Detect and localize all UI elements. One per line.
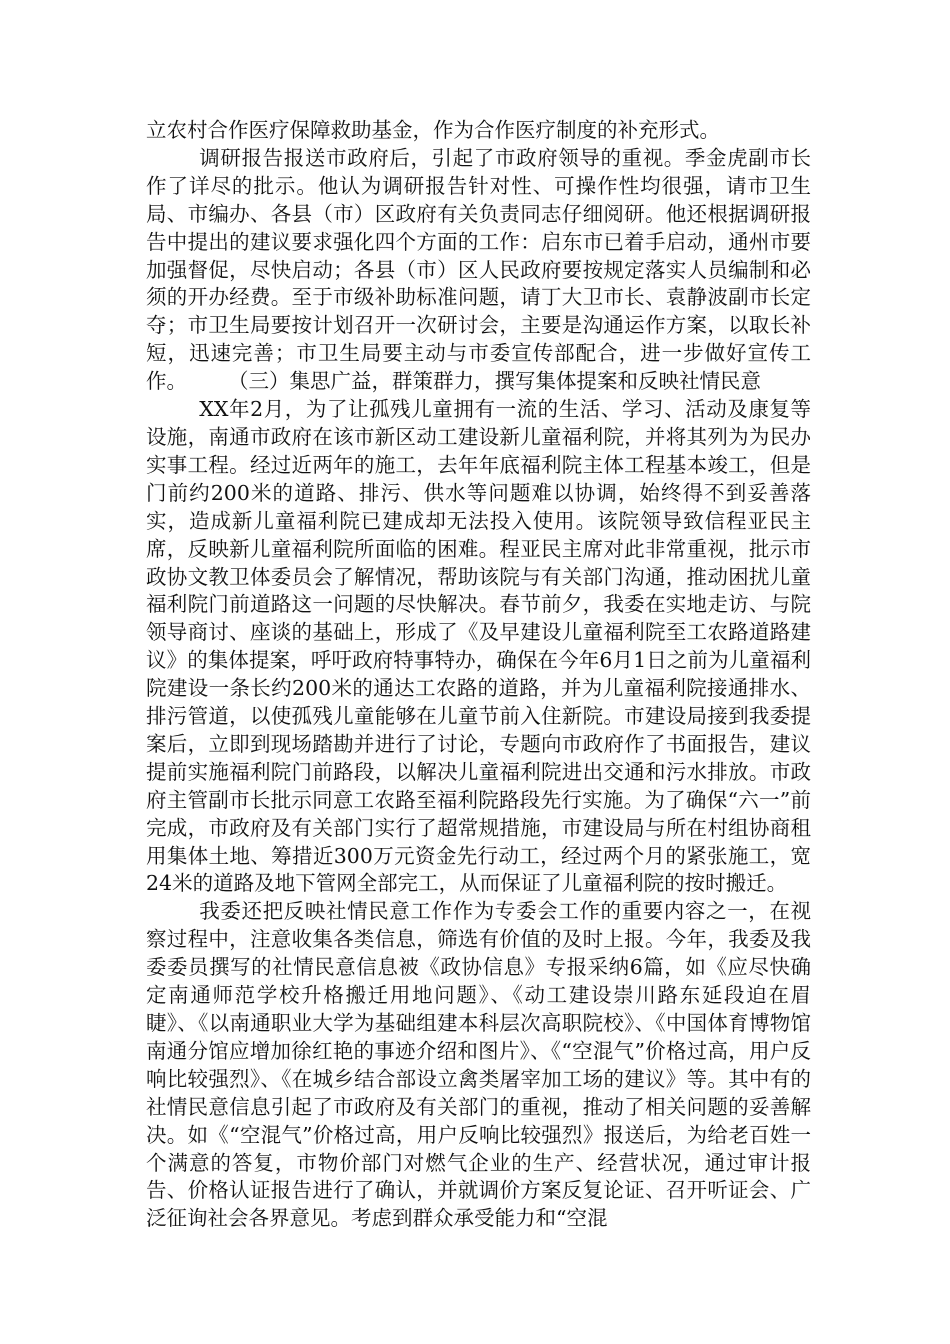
paragraph-public-opinion: 我委还把反映社情民意工作作为专委会工作的重要内容之一，在视察过程中，注意收集各类信息，筛选有价值的及时上报。今年，我委及我委委员撰写的社情民意信息被《政协信息》专报采纳6篇，如《应尽快确定南通师范学校升格搬迁用地问题》、《动工建设崇川路东延段迫在眉睫》、《以南通职业大学为基础组建本科层次高职院校》、《中国体育博物馆南通分馆应增加徐红艳的事迹介绍和图片》、《“空混气”价格过高，用户反响比较强烈》、《在城乡结合部设立禽类屠宰加工场的建议》等。其中有的社情民意信息引起了市政府及有关部门的重视，推动了相关问题的妥善解决。如《“空混气”价格过高，用户反响比较强烈》报送后，为给老百姓一个满意的答复，市物价部门对燃气企业的生产、经营状况，通过审计报告、价格认证报告进行了确认，并就调价方案反复论证、召开听证会、广泛征询社会各界意见。考虑到群众承受能力和“空混 (146, 899, 811, 1231)
paragraph-continuation: 立农村合作医疗保障救助基金，作为合作医疗制度的补充形式。 (146, 118, 720, 142)
paragraph-childrens-welfare-home: XX年2月，为了让孤残儿童拥有一流的生活、学习、活动及康复等设施，南通市政府在该市新区动工建设新儿童福利院，并将其列为为民办实事工程。经过近两年的施工，去年年底福利院主体工程基本竣工，但是门前约200米的道路、排污、供水等问题难以协调，始终得不到妥善落实，造成新儿童福利院已建成却无法投入使用。该院领导致信程亚民主席，反映新儿童福利院所面临的困难。程亚民主席对此非常重视，批示市政协文教卫体委员会了解情况，帮助该院与有关部门沟通，推动困扰儿童福利院门前道路这一问题的尽快解决。春节前夕，我委在实地走访、与院领导商讨、座谈的基础上，形成了《及早建设儿童福利院至工农路道路建议》的集体提案，呼吁政府特事特办，确保在今年6月1日之前为儿童福利院建设一条长约200米的通达工农路的道路，并为儿童福利院接通排水、排污管道，以使孤残儿童能够在儿童节前入住新院。市建设局接到我委提案后，立即到现场踏勘并进行了讨论，专题向市政府作了书面报告，建议提前实施福利院门前路段，以解决儿童福利院进出交通和污水排放。市政府主管副市长批示同意工农路至福利院路段先行实施。为了确保“六一”前完成，市政府及有关部门实行了超常规措施，市建设局与所在村组协商租用集体土地、筹措近300万元资金先行动工，经过两个月的紧张施工，宽24米的道路及地下管网全部完工，从而保证了儿童福利院的按时搬迁。 (146, 397, 811, 896)
paragraph-government-response: 调研报告报送市政府后，引起了市政府领导的重视。季金虎副市长作了详尽的批示。他认为调研报告针对性、可操作性均很强，请市卫生局、市编办、各县（市）区政府有关负责同志仔细阅研。他还根据调研报告中提出的建议要求强化四个方面的工作：启东市已着手启动，通州市要加强督促，尽快启动；各县（市）区人民政府要按规定落实人员编制和必须的开办经费。至于市级补助标准问题，请丁大卫市长、袁静波副市长定夺；市卫生局要按计划召开一次研讨会，主要是沟通运作方案，以取长补短，迅速完善；市卫生局要主动与市委宣传部配合，进一步做好宣传工作。 （三）集思广益，群策群力，撰写集体提案和反映社情民意 (146, 145, 811, 394)
document-body (146, 117, 811, 1233)
